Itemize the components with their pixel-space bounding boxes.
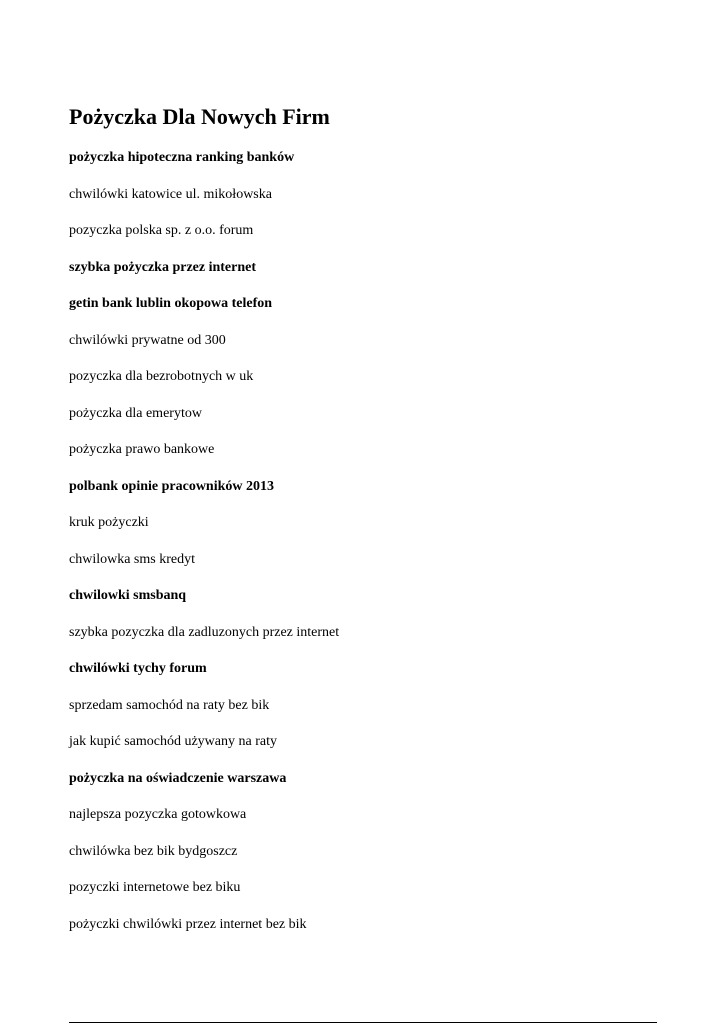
list-item: pożyczka dla emerytow xyxy=(69,405,202,421)
list-item: jak kupić samochód używany na raty xyxy=(69,734,277,749)
list-item: kruk pożyczki xyxy=(69,515,149,530)
list-item: pożyczka na oświadczenie warszawa xyxy=(69,770,287,786)
list-item: sprzedam samochód na raty bez bik xyxy=(69,697,270,713)
footer-divider xyxy=(69,1022,657,1023)
list-item: pozyczka dla bezrobotnych w uk xyxy=(69,369,254,384)
list-item: chwilówki tychy forum xyxy=(69,661,207,676)
list-item: polbank opinie pracowników 2013 xyxy=(69,478,274,494)
list-item: chwilowka sms kredyt xyxy=(69,551,195,567)
list-item: pożyczka hipoteczna ranking banków xyxy=(69,150,295,165)
page-title: Pożyczka Dla Nowych Firm xyxy=(69,104,330,129)
list-item: najlepsza pozyczka gotowkowa xyxy=(69,807,247,822)
list-item: pozyczki internetowe bez biku xyxy=(69,880,241,895)
list-item: chwilówka bez bik bydgoszcz xyxy=(69,843,238,859)
list-item: pożyczki chwilówki przez internet bez bik xyxy=(69,916,307,932)
list-item: pozyczka polska sp. z o.o. forum xyxy=(69,223,254,238)
list-item: getin bank lublin okopowa telefon xyxy=(69,296,273,311)
keyword-list xyxy=(69,148,339,951)
list-item: szybka pożyczka przez internet xyxy=(69,259,257,275)
list-item: chwilowki smsbanq xyxy=(69,588,187,603)
list-item: pożyczka prawo bankowe xyxy=(69,442,215,457)
list-item: chwilówki prywatne od 300 xyxy=(69,332,226,348)
list-item: szybka pozyczka dla zadluzonych przez internet xyxy=(69,624,340,640)
list-item: chwilówki katowice ul. mikołowska xyxy=(69,186,272,202)
